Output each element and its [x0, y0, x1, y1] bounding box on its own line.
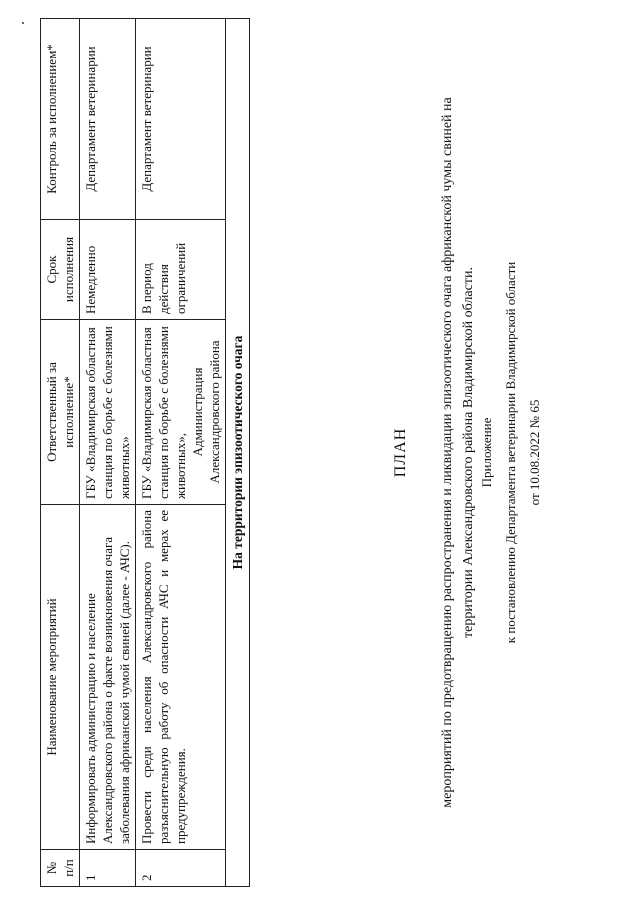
appendix-label: Приложение — [479, 417, 494, 488]
table-row — [136, 19, 226, 887]
header-deadline: Срок исполнения — [41, 220, 80, 320]
header-control: Контроль за исполнением* — [41, 19, 80, 220]
row-deadline: Немедленно — [80, 220, 136, 320]
plan-table — [40, 18, 250, 887]
appendix-date-line: от 10.08.2022 № 65 — [527, 399, 542, 506]
row-responsible: ГБУ «Владимирская областная станция по борьбе с болезнями животных» — [80, 320, 136, 505]
row-responsible: ГБУ «Владимирская областная станция по борьбе с болезнями животных», — [139, 326, 188, 499]
plan-subtitle-line-1: мероприятий по предотвращению распространения и ликвидации эпизоотического очага африканской чумы свиней на — [440, 97, 455, 808]
row-num: 1 — [80, 850, 136, 887]
header-responsible: Ответственный за исполнение* — [41, 320, 80, 505]
row-control: Департамент ветеринарии — [136, 19, 226, 220]
row-control: Департамент ветеринарии — [80, 19, 136, 220]
row-deadline: В период действия ограничений — [136, 220, 226, 320]
header-num: № п/п — [41, 850, 80, 887]
table-header-row — [41, 19, 80, 887]
plan-heading: ПЛАН — [392, 427, 409, 478]
row-measures: Информировать администрацию и население Александровского района о факте возникновения очага заболевания африканской чумой свиней (далее - АЧС). — [80, 505, 136, 850]
table-row — [80, 19, 136, 887]
plan-subtitle-line-2: территории Александровского района Владимирской области. — [461, 267, 476, 638]
section-title: На территории эпизоотического очага — [226, 19, 250, 887]
row-num: 2 — [136, 850, 226, 887]
appendix-decree-line: к постановлению Департамента ветеринарии Владимирской области — [503, 261, 518, 644]
header-measures: Наименование мероприятий — [41, 505, 80, 850]
row-responsible-cell — [136, 320, 226, 505]
section-row — [226, 19, 250, 887]
title-block — [390, 0, 479, 905]
appendix-block — [475, 0, 547, 905]
row-measures: Провести среди населения Александровского района разъяснительную работу об опасности АЧС и мерах ее предупреждения. — [136, 505, 226, 850]
row-responsible-extra: Администрация Александровского района — [190, 340, 222, 484]
